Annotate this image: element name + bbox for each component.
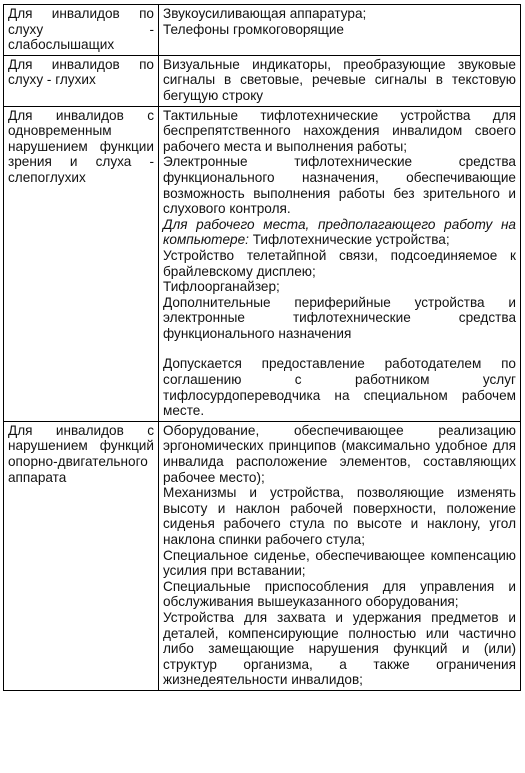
- table-row: [4, 106, 521, 421]
- equipment-cell: [159, 55, 521, 106]
- table-row: [4, 55, 521, 106]
- equipment-item: Дополнительные периферийные устройства и электронные тифлотехнические средства функционального назначения: [163, 294, 516, 341]
- equipment-item: Визуальные индикаторы, преобразующие звуковые сигналы в световые, речевые сигналы в текстовую бегущую строку: [163, 56, 516, 103]
- equipment-item: Допускается предоставление работодателем по соглашению с работником услуг тифлосурдопереводчика на специальном рабочем месте.: [163, 356, 516, 419]
- table-row: [4, 421, 521, 690]
- category-cell: Для инвалидов по слуху - слабослышащих: [4, 5, 159, 56]
- equipment-item: Телефоны громкоговорящие: [163, 21, 344, 37]
- computer-workplace-rest: Тифлотехнические устройства;: [248, 232, 450, 248]
- equipment-item: Устройство телетайпной связи, подсоединяемое к брайлевскому дисплею;: [163, 247, 516, 279]
- equipment-item: Тифлоорганайзер;: [163, 279, 280, 295]
- computer-workplace-lead: Для рабочего места, предполагающего работу на компьютере:: [163, 216, 516, 248]
- category-cell: Для инвалидов с нарушением функций опорно-двигательного аппарата: [4, 421, 159, 690]
- equipment-cell: [159, 5, 521, 56]
- equipment-item: Электронные тифлотехнические средства функционального назначения, обеспечивающие возможность выполнения работы без зрительного и слухового контроля.: [163, 154, 516, 217]
- equipment-item: Специальное сиденье, обеспечивающее компенсацию усилия при вставании;: [163, 547, 516, 579]
- category-cell: Для инвалидов по слуху - глухих: [4, 55, 159, 106]
- equipment-item: Оборудование, обеспечивающее реализацию эргономических принципов (максимально удобное для инвалида расположение элементов, составляющих рабочее место);: [163, 422, 516, 485]
- equipment-item: Специальные приспособления для управления и обслуживания вышеуказанного оборудования;: [163, 578, 516, 610]
- table-row: [4, 5, 521, 56]
- category-cell: Для инвалидов с одновременным нарушением функции зрения и слуха - слепоглухих: [4, 106, 159, 421]
- equipment-table: [3, 4, 521, 691]
- equipment-cell: [159, 106, 521, 421]
- equipment-cell: [159, 421, 521, 690]
- computer-workplace-item: [163, 217, 516, 248]
- equipment-item: Тактильные тифлотехнические устройства для беспрепятственного нахождения инвалидом своего рабочего места и выполнения работы;: [163, 107, 516, 154]
- equipment-item: Механизмы и устройства, позволяющие изменять высоту и наклон рабочей поверхности, положение сиденья рабочего стула по высоте и наклону, угол наклона спинки рабочего стула;: [163, 485, 516, 547]
- equipment-item: Звукоусиливающая аппаратура;: [163, 6, 367, 21]
- paragraph-gap: [163, 341, 516, 356]
- equipment-item: Устройства для захвата и удержания предметов и деталей, компенсирующие полностью или частично либо замещающие нарушения функций и (или) структур организма, а также ограничения жизнедеятельности инвалидов;: [163, 609, 516, 688]
